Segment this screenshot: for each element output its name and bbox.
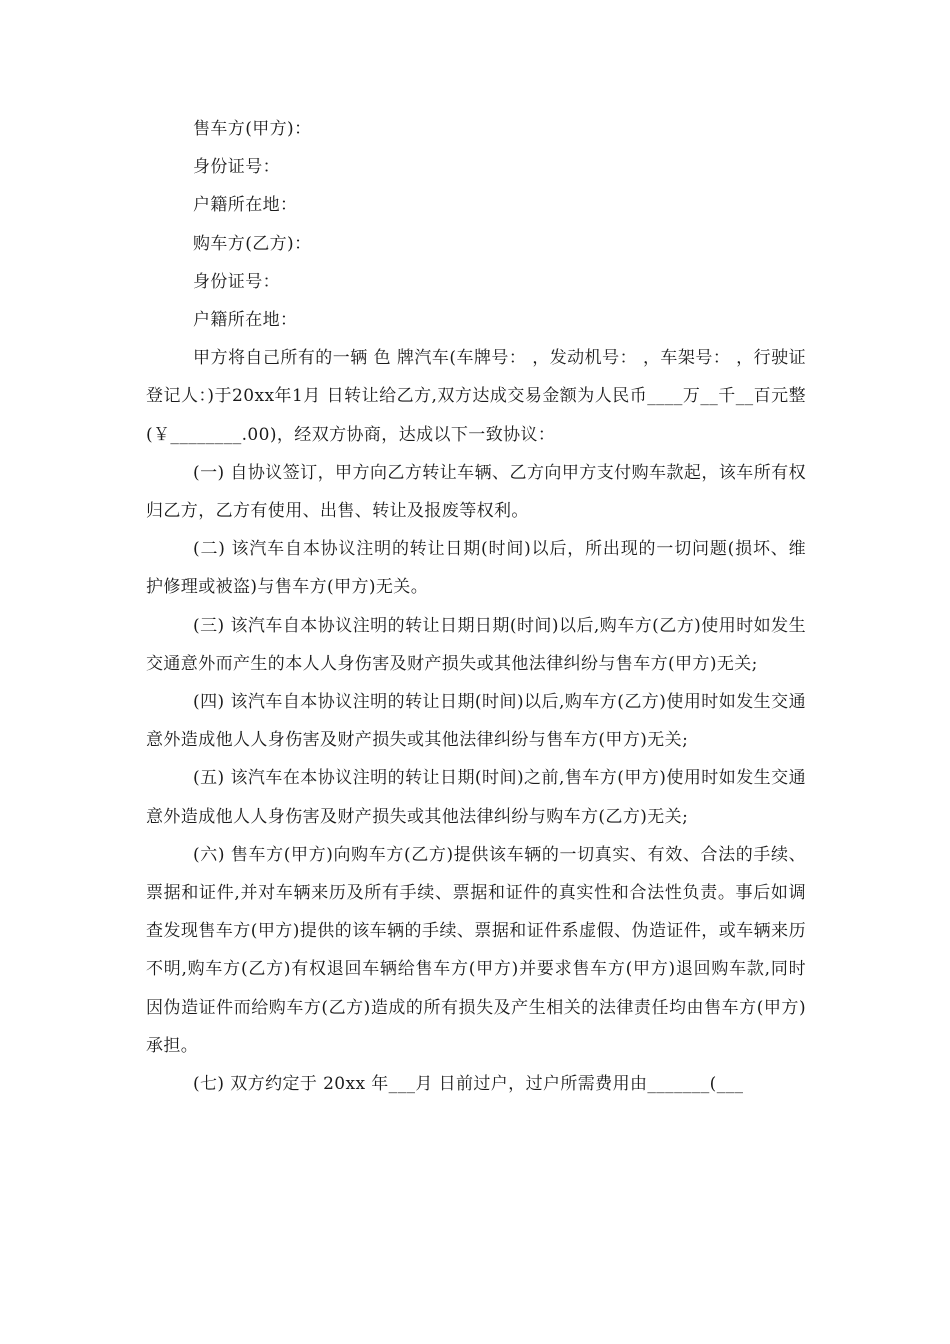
clause-7: (七) 双方约定于 20xx 年___月 日前过户，过户所需费用由_______(___	[193, 1074, 744, 1095]
intro-paragraph: 甲方将自己所有的一辆 色 牌汽车(车牌号： ，发动机号： ，车架号： ，行驶证登记人：)于20xx年1月 日转让给乙方,双方达成交易金额为人民币____万__千__百元整(￥________.00)，经双方协商，达成以下一致协议：	[146, 348, 806, 445]
clause-1: (一) 自协议签订，甲方向乙方转让车辆、乙方向甲方支付购车款起，该车所有权归乙方，乙方有使用、出售、转让及报废等权利。	[146, 462, 806, 522]
buyer-domicile-field: 户籍所在地：	[193, 310, 298, 331]
clause-3: (三) 该汽车自本协议注明的转让日期日期(时间)以后,购车方(乙方)使用时如发生交通意外而产生的本人人身伤害及财产损失或其他法律纠纷与售车方(甲方)无关;	[146, 615, 806, 674]
clause-2: (二) 该汽车自本协议注明的转让日期(时间)以后，所出现的一切问题(损坏、维护修理或被盗)与售车方(甲方)无关。	[146, 539, 806, 598]
seller-domicile-field: 户籍所在地：	[193, 195, 298, 216]
seller-id-field: 身份证号：	[193, 157, 280, 178]
contract-body	[146, 110, 806, 1103]
buyer-field: 购车方(乙方)：	[193, 233, 312, 254]
clause-4: (四) 该汽车自本协议注明的转让日期(时间)以后,购车方(乙方)使用时如发生交通意外造成他人人身伤害及财产损失或其他法律纠纷与售车方(甲方)无关;	[146, 692, 806, 751]
seller-field: 售车方(甲方)：	[193, 119, 312, 139]
clause-6: (六) 售车方(甲方)向购车方(乙方)提供该车辆的一切真实、有效、合法的手续、票据和证件,并对车辆来历及所有手续、票据和证件的真实性和合法性负责。事后如调查发现售车方(甲方)提供的该车辆的手续、票据和证件系虚假、伪造证件，或车辆来历不明,购车方(乙方)有权退回车辆给售车方(甲方)并要求售车方(甲方)退回购车款,同时因伪造证件而给购车方(乙方)造成的所有损失及产生相关的法律责任均由售车方(甲方)承担。	[146, 844, 806, 1056]
clause-5: (五) 该汽车在本协议注明的转让日期(时间)之前,售车方(甲方)使用时如发生交通意外造成他人人身伤害及财产损失或其他法律纠纷与购车方(乙方)无关;	[146, 768, 806, 827]
buyer-id-field: 身份证号：	[193, 271, 280, 292]
